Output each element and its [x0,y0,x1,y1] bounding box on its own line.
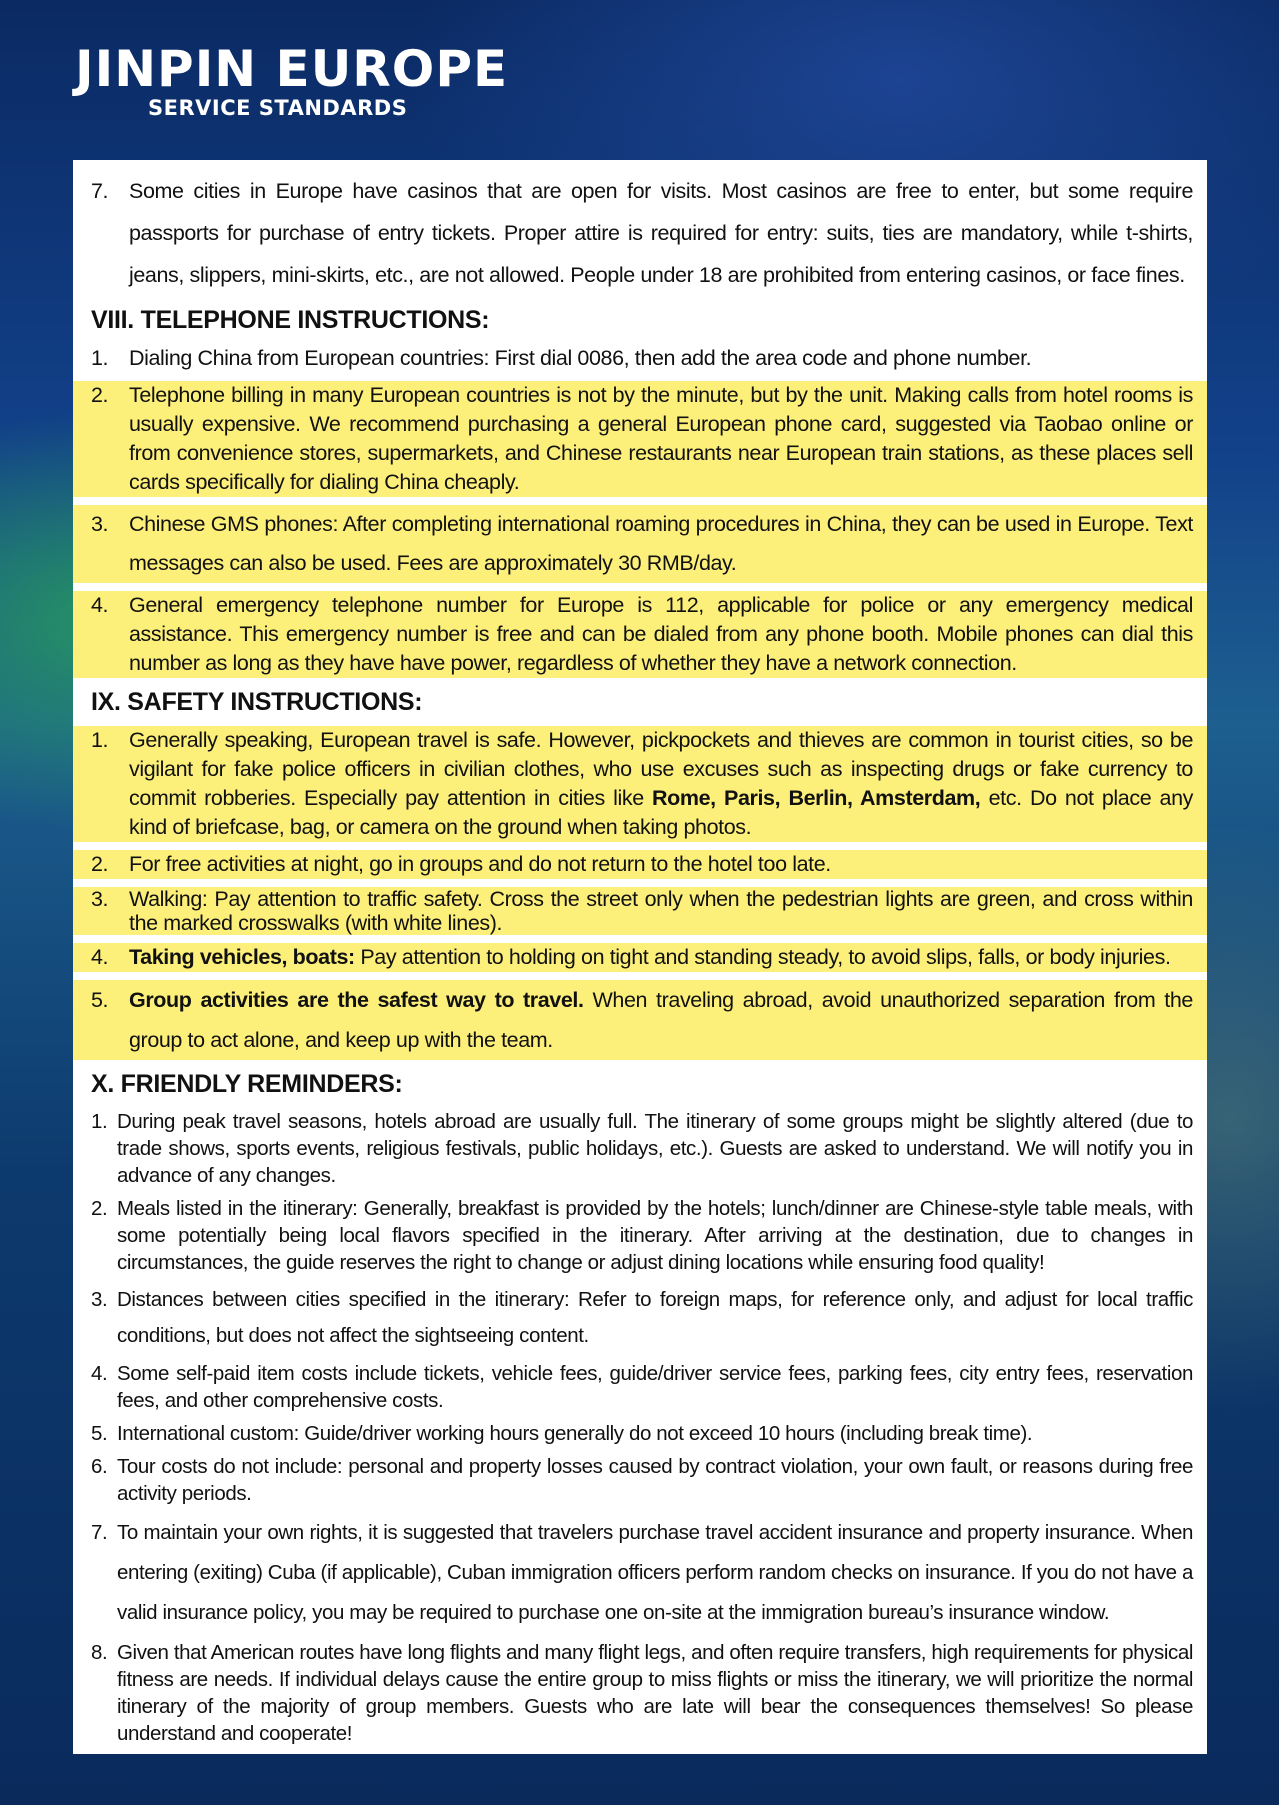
brand-subtitle: SERVICE STANDARDS [148,96,408,120]
reminder-item-6: 6. Tour costs do not include: personal and property losses caused by contract violation, your own fault, or reasons during free activity periods. [91,1455,1193,1505]
safety-item-5: 5. Group activities are the safest way to travel. When traveling abroad, avoid unauthorized separation from the group to act alone, and keep up with the team. [73,980,1207,1060]
brand-title: JINPIN EUROPE [75,40,509,98]
reminder-item-8: 8. Given that American routes have long flights and many flight legs, and often require transfers, high requirements for physical fitness are needs. If individual delays cause the entire group to miss flights or miss the itinerary, we will prioritize the normal itinerary of the majority of group members. Guests who are late will bear the consequences themselves! So please understand and cooperate! [91,1641,1193,1745]
brand-logo [75,40,509,120]
reminder-item-4: 4. Some self-paid item costs include tickets, vehicle fees, guide/driver service fees, parking fees, city entry fees, reservation fees, and other comprehensive costs. [91,1362,1193,1412]
reminder-item-7: 7. To maintain your own rights, it is suggested that travelers purchase travel accident insurance and property insurance. When entering (exiting) Cuba (if applicable), Cuban immigration officers perform random checks on insurance. If you do not have a valid insurance policy, you may be required to purchase one on-site at the immigration bureau’s insurance window. [91,1521,1193,1624]
safety-heading: IX. SAFETY INSTRUCTIONS: [91,688,423,716]
document-card [73,160,1207,1754]
reminder-item-1: 1. During peak travel seasons, hotels abroad are usually full. The itinerary of some groups might be slightly altered (due to trade shows, sports events, religious festivals, public holidays, etc.). Guests are asked to understand. We will notify you in advance of any changes. [91,1110,1193,1187]
intro-item: 7. Some cities in Europe have casinos that are open for visits. Most casinos are free to enter, but some require passports for purchase of entry tickets. Proper attire is required for entry: suits, ties are mandatory, while t-shirts, jeans, slippers, mini-skirts, etc., are not allowed. People under 18 are prohibited from entering casinos, or face fines. [91,179,1193,287]
telephone-heading: VIII. TELEPHONE INSTRUCTIONS: [91,306,490,334]
safety-item-2: 2. For free activities at night, go in groups and do not return to the hotel too late. [73,850,1207,879]
safety-item-3: 3. Walking: Pay attention to traffic safety. Cross the street only when the pedestrian lights are green, and cross within the marked crosswalks (with white lines). [73,887,1207,935]
telephone-item-1: 1. Dialing China from European countries: First dial 0086, then add the area code and phone number. [91,346,1032,370]
safety-item-1: 1. Generally speaking, European travel is safe. However, pickpockets and thieves are common in tourist cities, so be vigilant for fake police officers in civilian clothes, who use excuses such as inspecting drugs or fake currency to commit robberies. Especially pay attention in cities like Rome, Paris, Berlin, Amsterdam, etc. Do not place any kind of briefcase, bag, or camera on the ground when taking photos. [73,726,1207,842]
telephone-item-4: 4. General emergency telephone number for Europe is 112, applicable for police or any emergency medical assistance. This emergency number is free and can be dialed from any phone booth. Mobile phones can dial this number as long as they have have power, regardless of whether they have a network connection. [73,591,1207,678]
telephone-item-3: 3. Chinese GMS phones: After completing international roaming procedures in China, they can be used in Europe. Text messages can also be used. Fees are approximately 30 RMB/day. [73,505,1207,583]
telephone-item-2: 2. Telephone billing in many European countries is not by the minute, but by the unit. Making calls from hotel rooms is usually expensive. We recommend purchasing a general European phone card, suggested via Taobao online or from convenience stores, supermarkets, and Chinese restaurants near European train stations, as these places sell cards specifically for dialing China cheaply. [73,381,1207,497]
reminder-item-2: 2. Meals listed in the itinerary: Generally, breakfast is provided by the hotels; lunch/dinner are Chinese-style table meals, with some potentially being local flavors specified in the itinerary. After arriving at the destination, due to changes in circumstances, the guide reserves the right to change or adjust dining locations while ensuring food quality! [91,1197,1193,1274]
reminder-item-3: 3. Distances between cities specified in the itinerary: Refer to foreign maps, for reference only, and adjust for local traffic conditions, but does not affect the sightseeing content. [91,1288,1193,1347]
reminders-heading: X. FRIENDLY REMINDERS: [91,1070,403,1098]
reminder-item-5: 5. International custom: Guide/driver working hours generally do not exceed 10 hours (including break time). [91,1422,1033,1445]
safety-item-4: 4. Taking vehicles, boats: Pay attention to holding on tight and standing steady, to avoid slips, falls, or body injuries. [73,943,1207,972]
